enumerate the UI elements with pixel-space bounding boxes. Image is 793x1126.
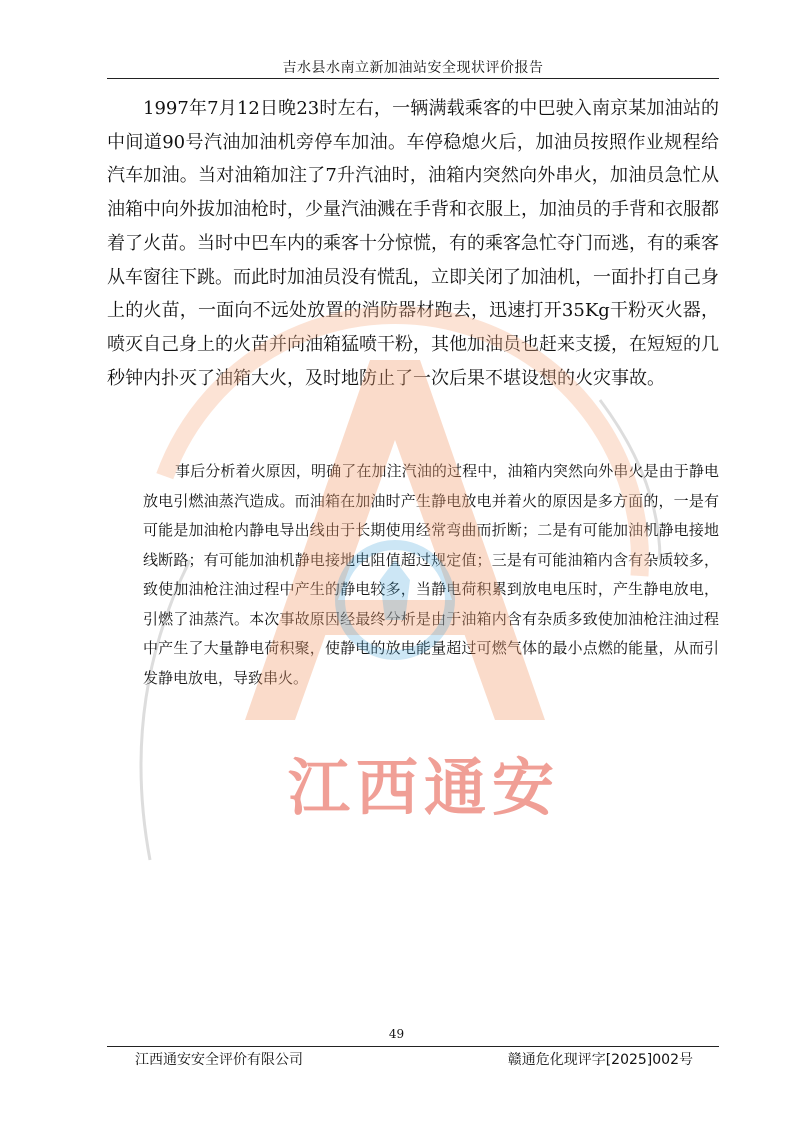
- page-number: 49: [388, 1027, 405, 1041]
- watermark-text: 江西通安: [288, 751, 561, 824]
- header-divider: [107, 78, 719, 79]
- header-title: 吉水县水南立新加油站安全现状评价报告: [282, 60, 544, 76]
- footer-divider: [107, 1046, 719, 1047]
- body-paragraph-2: 事后分析着火原因，明确了在加注汽油的过程中，油箱内突然向外串火是由于静电放电引燃油蒸汽造成。而油箱在加油时产生静电放电并着火的原因是多方面的，一是有可能是加油枪内静电导出线由于长期使用经常弯曲而折断；二是有可能加油机静电接地线断路；有可能加油机静电接地电阻值超过规定值；三是有可能油箱内含有杂质较多，致使加油枪注油过程中产生的静电较多，当静电荷积累到放电电压时，产生静电放电，引燃了油蒸汽。本次事故原因经最终分析是由于油箱内含有杂质多致使加油枪注油过程中产生了大量静电荷积聚，使静电的放电能量超过可燃气体的最小点燃的能量，从而引发静电放电，导致串火。: [143, 462, 719, 687]
- footer-document-number: 赣通危化现评字[2025]002号: [507, 1052, 693, 1068]
- body-paragraph-1: 1997年7月12日晚23时左右，一辆满载乘客的中巴驶入南京某加油站的中间道90号汽油加油机旁停车加油。车停稳熄火后，加油员按照作业规程给汽车加油。当对油箱加注了7升汽油时，油箱内突然向外串火，加油员急忙从油箱中向外拔加油枪时，少量汽油溅在手背和衣服上，加油员的手背和衣服都着了火苗。当时中巴车内的乘客十分惊慌，有的乘客急忙夺门而逃，有的乘客从车窗往下跳。而此时加油员没有慌乱，立即关闭了加油机，一面扑打自己身上的火苗，一面向不远处放置的消防器材跑去，迅速打开35Kg干粉灭火器，喷灭自己身上的火苗并向油箱猛喷干粉，其他加油员也赶来支援，在短短的几秒钟内扑灭了油箱大火，及时地防止了一次后果不堪设想的火灾事故。: [107, 98, 719, 389]
- footer-company-name: 江西通安安全评价有限公司: [135, 1052, 303, 1068]
